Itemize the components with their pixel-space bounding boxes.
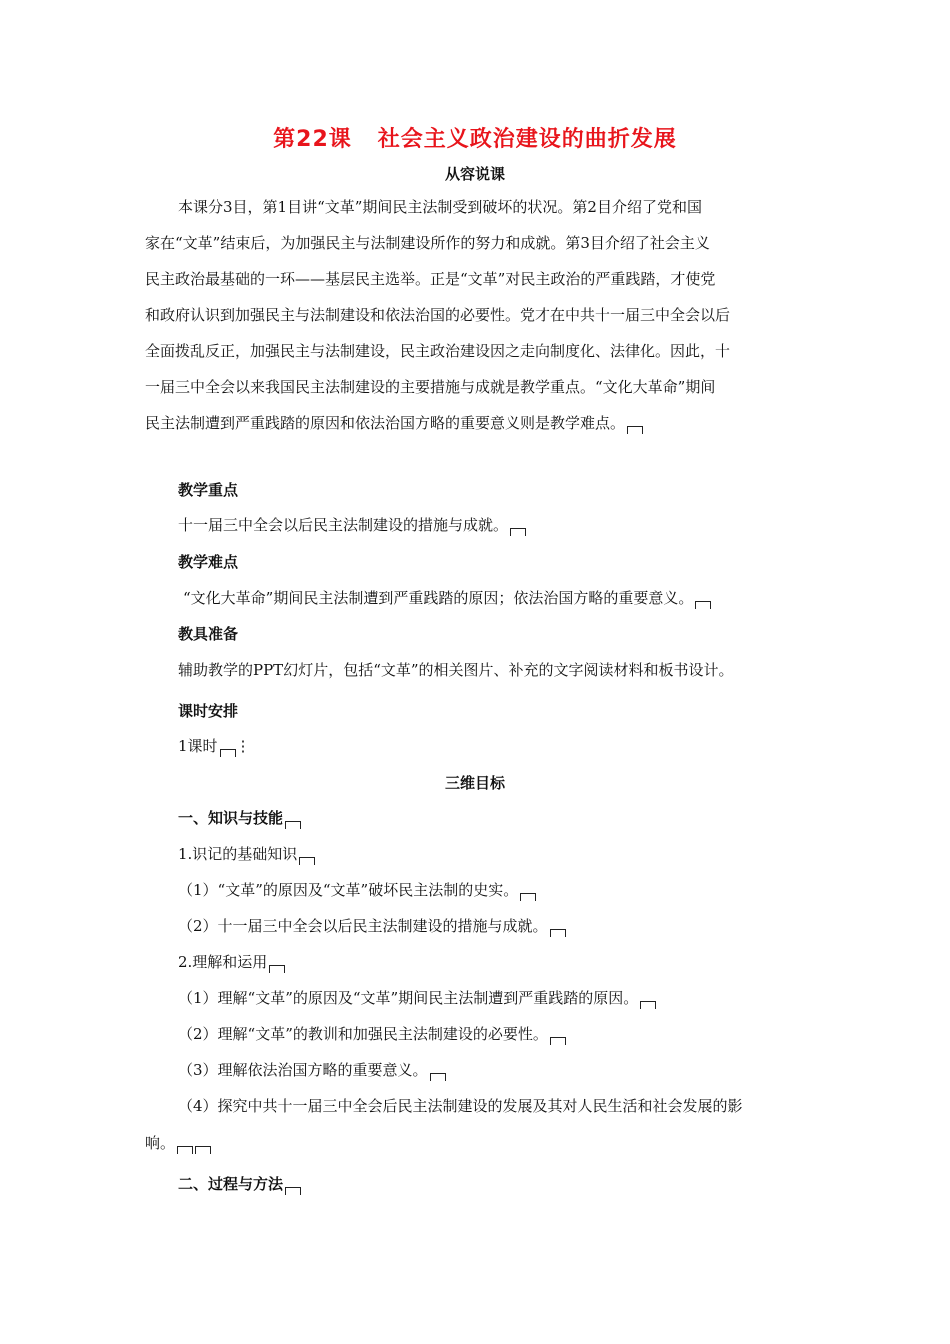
paragraph-mark-icon xyxy=(285,1187,301,1195)
knowledge-skills-heading-text: 一、知识与技能 xyxy=(178,809,284,827)
objective-item xyxy=(178,1023,566,1045)
intro-line-3: 民主政治最基础的一环——基层民主选举。正是“文革”对民主政治的严重践踏，才使党 xyxy=(145,270,716,288)
understanding-subheading-text: 2.理解和运用 xyxy=(178,953,268,971)
paragraph-mark-icon xyxy=(550,929,566,937)
schedule-heading: 课时安排 xyxy=(178,702,239,720)
intro-line-1: 本课分3目，第1目讲“文革”期间民主法制受到破坏的状况。第2目介绍了党和国 xyxy=(178,198,702,216)
page-title xyxy=(0,122,950,153)
process-methods-heading-text: 二、过程与方法 xyxy=(178,1175,284,1193)
paragraph-mark-icon xyxy=(299,857,315,865)
paragraph-mark-icon xyxy=(285,821,301,829)
intro-line-6: 一届三中全会以来我国民主法制建设的主要措施与成就是教学重点。“文化大革命”期间 xyxy=(145,378,716,396)
knowledge-skills-heading xyxy=(178,807,301,829)
objective-item-text: （1）“文革”的原因及“文革”破坏民主法制的史实。 xyxy=(178,881,519,899)
objective-item-text: （3）理解依法治国方略的重要意义。 xyxy=(178,1061,428,1079)
intro-line-7-text: 民主法制遭到严重践踏的原因和依法治国方略的重要意义则是教学难点。 xyxy=(145,414,626,432)
tools-heading: 教具准备 xyxy=(178,625,239,643)
paragraph-mark-icon xyxy=(695,601,711,609)
intro-line-2: 家在“文革”结束后，为加强民主与法制建设所作的努力和成就。第3目介绍了社会主义 xyxy=(145,234,710,252)
paragraph-mark-icon xyxy=(269,965,285,973)
intro-line-7 xyxy=(145,412,643,434)
understanding-subheading xyxy=(178,951,285,973)
key-point-heading: 教学重点 xyxy=(178,481,239,499)
objective-item xyxy=(178,879,536,901)
difficulty-heading: 教学难点 xyxy=(178,553,239,571)
objective-item: （4）探究中共十一届三中全会后民主法制建设的发展及其对人民生活和社会发展的影 xyxy=(178,1097,743,1115)
paragraph-mark-icon xyxy=(510,528,526,536)
objective-item xyxy=(178,915,566,937)
lesson-number: 第22课 xyxy=(273,127,352,152)
paragraph-mark-icon xyxy=(195,1146,211,1154)
basic-knowledge-subheading-text: 1.识记的基础知识 xyxy=(178,845,298,863)
objective-item-text: 响。 xyxy=(145,1134,176,1152)
objective-item-continued xyxy=(145,1132,211,1154)
objectives-heading: 三维目标 xyxy=(444,774,505,792)
difficulty-text-content: “文化大革命”期间民主法制遭到严重践踏的原因；依法治国方略的重要意义。 xyxy=(183,589,694,607)
process-methods-heading xyxy=(178,1173,301,1195)
objective-item-text: （2）理解“文革”的教训和加强民主法制建设的必要性。 xyxy=(178,1025,548,1043)
objective-item xyxy=(178,987,656,1009)
paragraph-mark-icon xyxy=(520,893,536,901)
intro-line-4: 和政府认识到加强民主与法制建设和依法治国的必要性。党才在中共十一届三中全会以后 xyxy=(145,306,731,324)
objective-item-text: （2）十一届三中全会以后民主法制建设的措施与成就。 xyxy=(178,917,548,935)
key-point-text xyxy=(178,514,526,536)
objective-item-text: （1）理解“文革”的原因及“文革”期间民主法制遭到严重践踏的原因。 xyxy=(178,989,639,1007)
schedule-tail: ⋮ xyxy=(235,737,251,755)
difficulty-text xyxy=(183,587,711,609)
schedule-text xyxy=(178,735,251,757)
key-point-text-content: 十一届三中全会以后民主法制建设的措施与成就。 xyxy=(178,516,509,534)
paragraph-mark-icon xyxy=(550,1037,566,1045)
paragraph-mark-icon xyxy=(627,426,643,434)
intro-line-5: 全面拨乱反正，加强民主与法制建设，民主政治建设因之走向制度化、法律化。因此，十 xyxy=(145,342,731,360)
basic-knowledge-subheading xyxy=(178,843,315,865)
paragraph-mark-icon xyxy=(640,1001,656,1009)
paragraph-mark-icon xyxy=(177,1146,193,1154)
tools-text: 辅助教学的PPT幻灯片，包括“文革”的相关图片、补充的文字阅读材料和板书设计。 xyxy=(178,661,734,679)
paragraph-mark-icon xyxy=(430,1073,446,1081)
lesson-name: 社会主义政治建设的曲折发展 xyxy=(377,127,677,152)
intro-heading: 从容说课 xyxy=(444,165,505,183)
schedule-text-content: 1课时 xyxy=(178,737,218,755)
paragraph-mark-icon xyxy=(220,749,236,757)
objective-item xyxy=(178,1059,446,1081)
